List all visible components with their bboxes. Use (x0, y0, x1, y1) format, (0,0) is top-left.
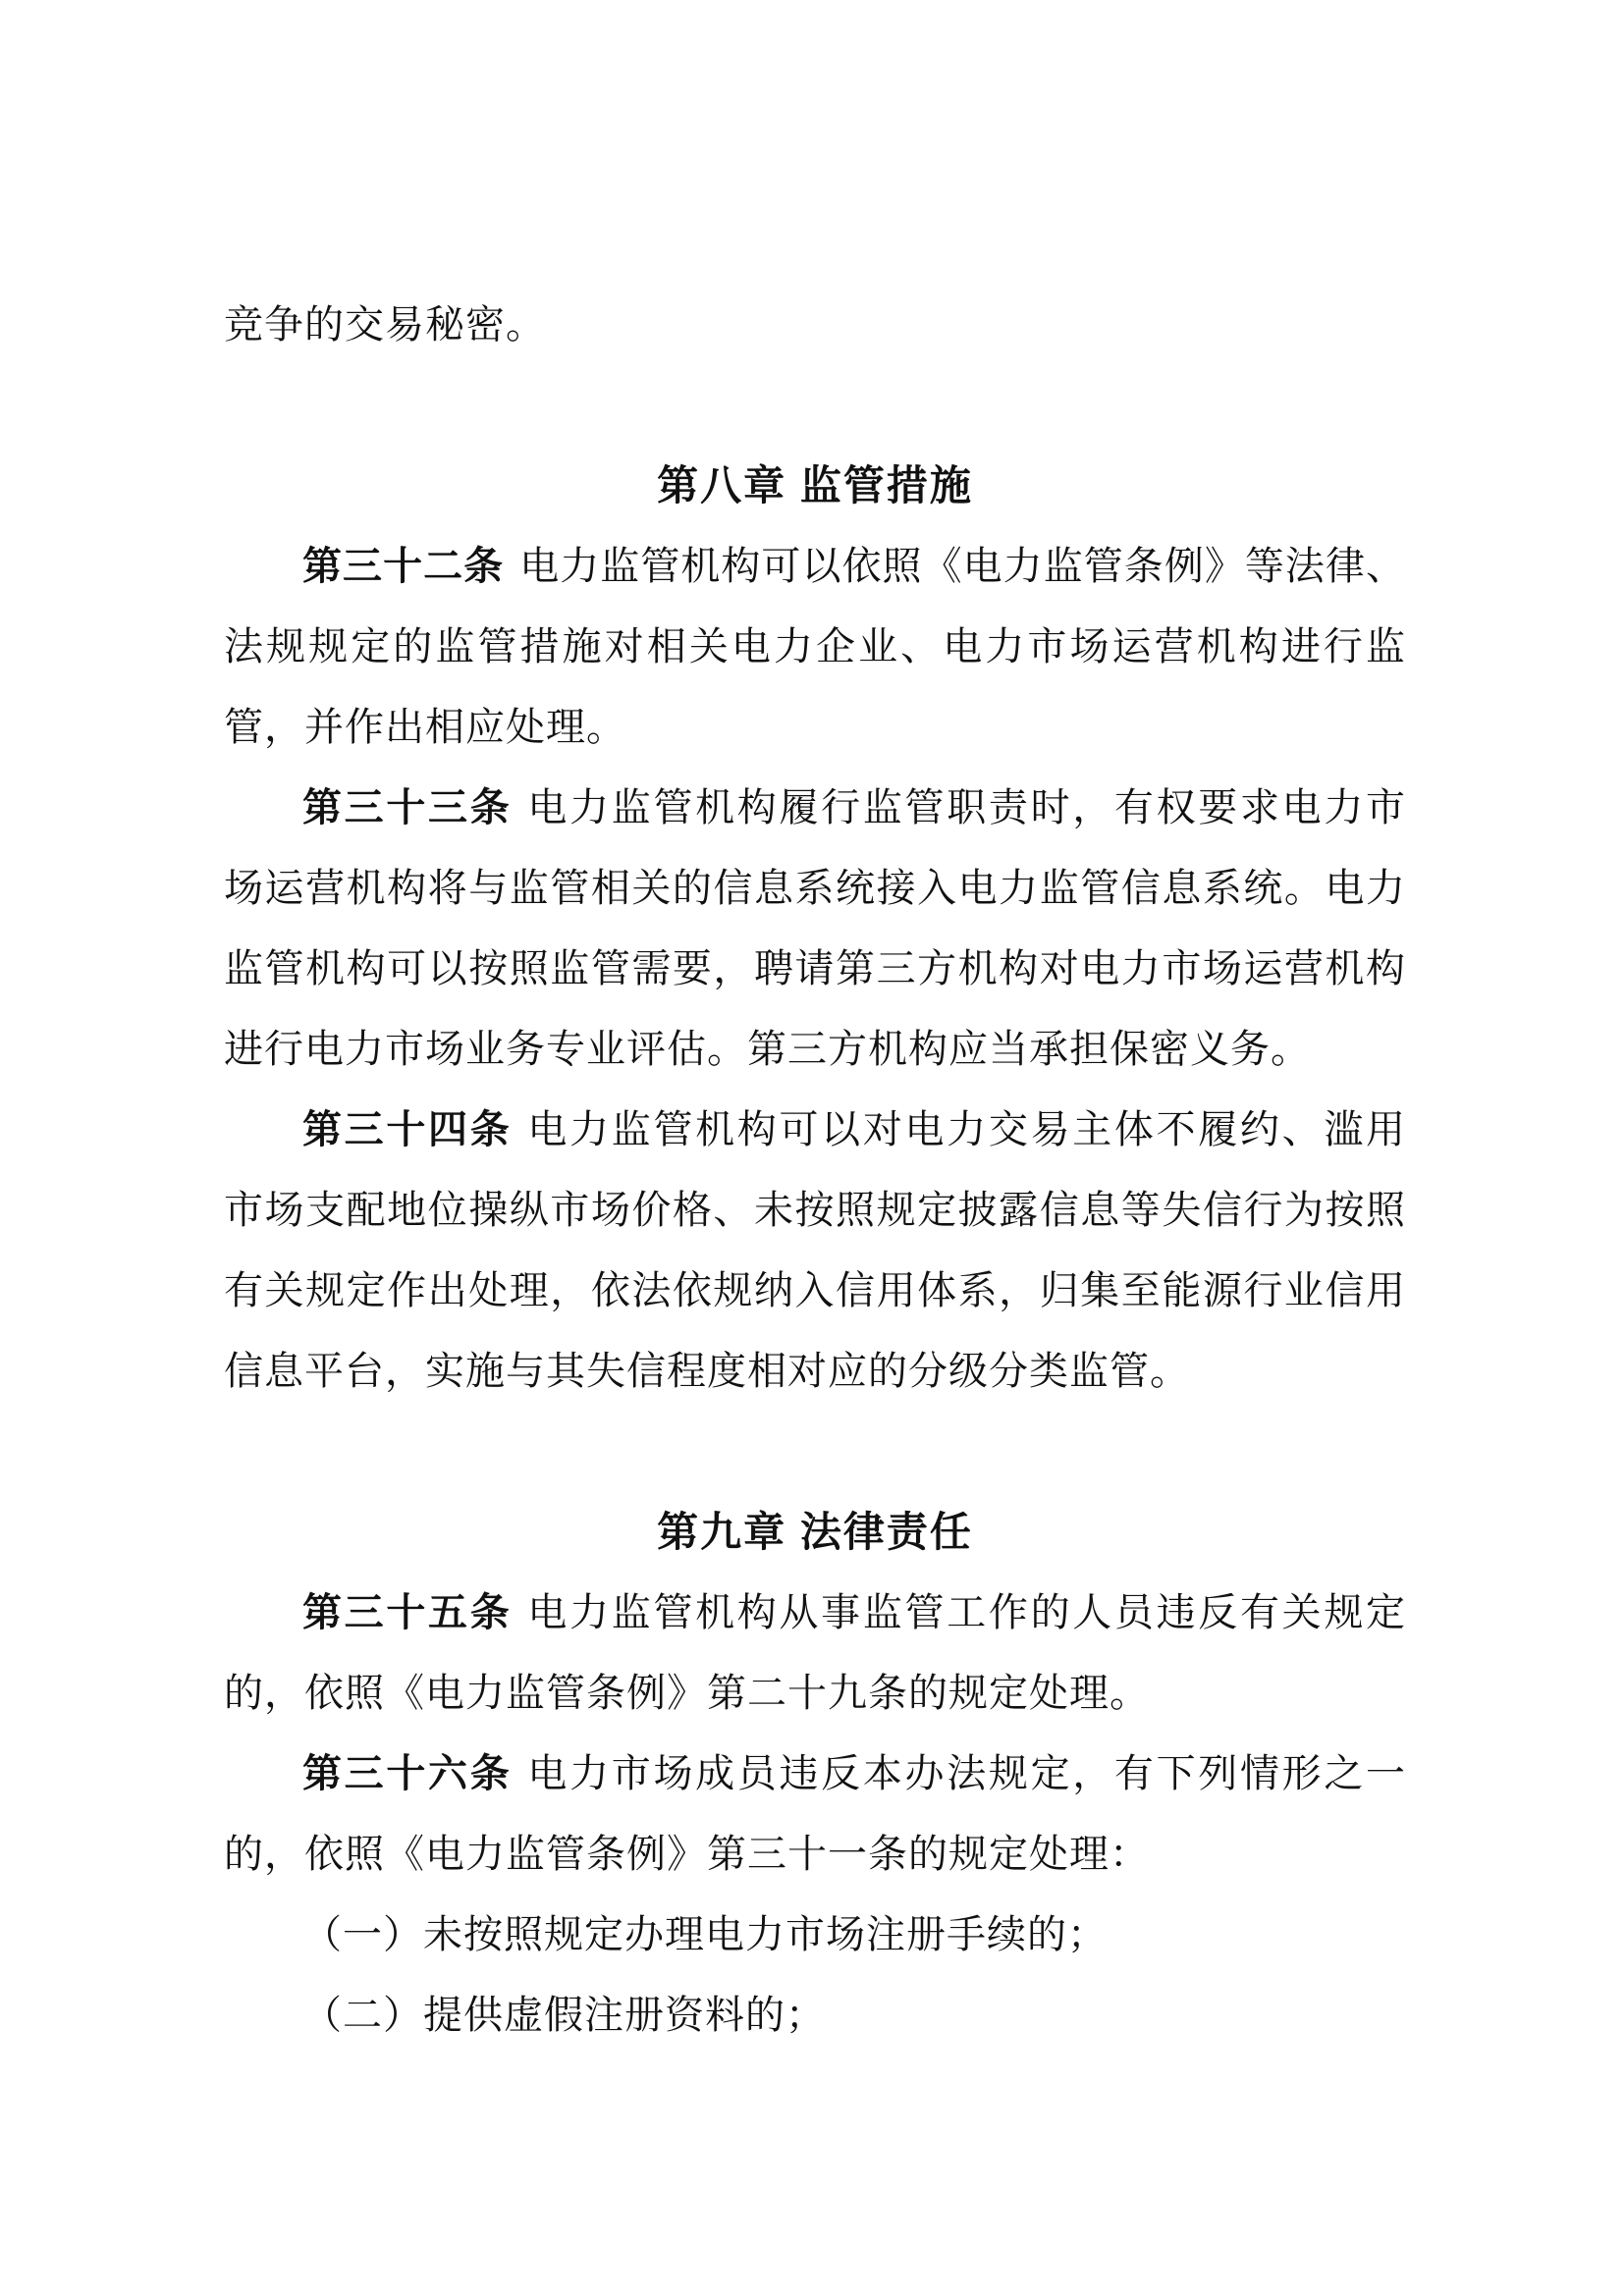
document-text-block (224, 285, 1406, 2056)
article-34-line-1 (224, 1090, 1406, 1170)
article-34-line-2: 市场支配地位操纵市场价格、未按照规定披露信息等失信行为按照 (224, 1188, 1406, 1232)
article-36-item-2: （二）提供虚假注册资料的； (302, 1993, 826, 2037)
continuation-paragraph-line: 竞争的交易秘密。 (224, 302, 546, 347)
article-33-line-4: 进行电力市场业务专业评估。第三方机构应当承担保密义务。 (224, 1027, 1311, 1071)
article-32-line-1 (224, 526, 1406, 607)
article-36-item-1: （一）未按照规定办理电力市场注册手续的； (302, 1912, 1108, 1956)
chapter-8-heading: 第八章 监管措施 (657, 462, 973, 508)
article-32-number: 第三十二条 (302, 545, 505, 588)
article-33-line-3: 监管机构可以按照监管需要，聘请第三方机构对电力市场运营机构 (224, 946, 1406, 990)
article-35-line-1 (224, 1573, 1406, 1653)
article-36-number: 第三十六条 (302, 1752, 513, 1795)
article-35-line-2: 的，依照《电力监管条例》第二十九条的规定处理。 (224, 1671, 1150, 1715)
article-33-text-1: 电力监管机构履行监管职责时，有权要求电力市 (527, 785, 1407, 829)
article-35-number: 第三十五条 (302, 1591, 513, 1634)
article-33-number: 第三十三条 (302, 786, 513, 829)
article-32-text-1: 电力监管机构可以依照《电力监管条例》等法律、 (519, 544, 1407, 588)
article-36-line-1 (224, 1734, 1406, 1814)
article-32-line-2: 法规规定的监管措施对相关电力企业、电力市场运营机构进行监 (224, 624, 1406, 668)
article-33-line-1 (224, 768, 1406, 848)
article-34-text-1: 电力监管机构可以对电力交易主体不履约、滥用 (527, 1107, 1407, 1151)
chapter-9-heading: 第九章 法律责任 (657, 1509, 973, 1555)
article-32-line-3: 管，并作出相应处理。 (224, 705, 626, 749)
article-36-line-2: 的，依照《电力监管条例》第三十一条的规定处理： (224, 1832, 1150, 1876)
article-33-line-2: 场运营机构将与监管相关的信息系统接入电力监管信息系统。电力 (224, 866, 1406, 910)
article-34-line-4: 信息平台，实施与其失信程度相对应的分级分类监管。 (224, 1349, 1190, 1393)
spacer (224, 365, 1406, 446)
article-36-text-1: 电力市场成员违反本办法规定，有下列情形之一 (527, 1751, 1407, 1795)
spacer (224, 1412, 1406, 1492)
article-34-number: 第三十四条 (302, 1108, 513, 1151)
article-35-text-1: 电力监管机构从事监管工作的人员违反有关规定 (527, 1590, 1407, 1634)
article-34-line-3: 有关规定作出处理，依法依规纳入信用体系，归集至能源行业信用 (224, 1268, 1406, 1312)
